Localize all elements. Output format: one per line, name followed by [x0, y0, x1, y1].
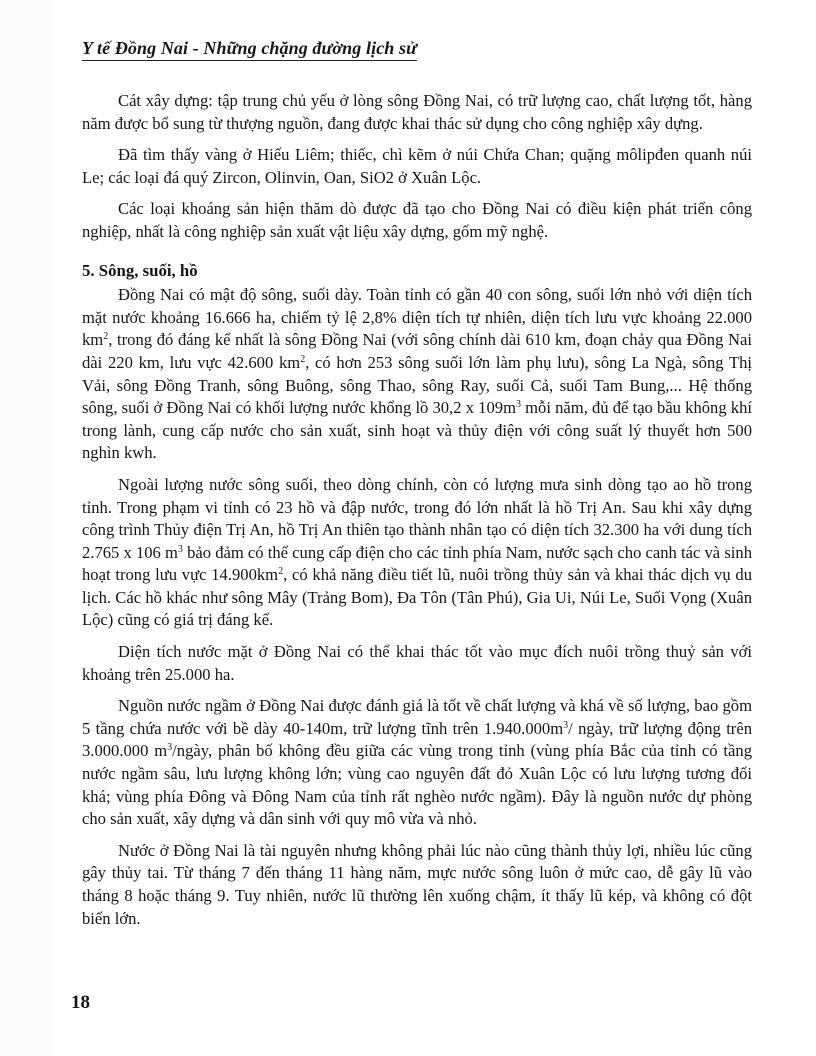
superscript: 3	[167, 742, 173, 754]
paragraph-construction-sand: Cát xây dựng: tập trung chủ yếu ở lòng sông Đồng Nai, có trữ lượng cao, chất lượng tốt, hàng năm được bổ sung từ thượng nguồn, đang được khai thác sử dụng cho công nghiệp xây dựng.	[82, 91, 752, 133]
text-run: Đồng Nai có mật độ sông, suối dày. Toàn tỉnh có gần 40 con sông, suối lớn nhỏ với diện tích mặt nước khoảng 16.666 ha, chiếm tỷ lệ 2,8% diện tích tự nhiên, diện tích lưu vực khoảng 22.000 km	[82, 285, 752, 350]
superscript: 3	[515, 399, 521, 411]
section-heading-rivers: 5. Sông, suối, hồ	[82, 260, 198, 280]
superscript: 2	[103, 331, 109, 343]
superscript: 2	[300, 353, 306, 365]
page-number: 18	[71, 992, 90, 1013]
running-header: Y tế Đồng Nai - Những chặng đường lịch sử	[82, 38, 417, 61]
text-run: , có khả năng điều tiết lũ, nuôi trồng thủy sản và khai thác dịch vụ du lịch. Các hồ khác như sông Mây (Trảng Bom), Đa Tôn (Tân Phú), Gia Ui, Núi Le, Suối Vọng (Xuân Lộc) cũng có giá trị đáng kể.	[82, 565, 752, 630]
superscript: 3	[563, 719, 569, 731]
paragraph-lakes	[82, 474, 752, 632]
paragraph-groundwater	[82, 695, 752, 831]
paragraph-surface-water: Diện tích nước mặt ở Đồng Nai có thể khai thác tốt vào mục đích nuôi trồng thuỷ sản với khoảng trên 25.000 ha.	[82, 642, 752, 684]
page-body	[82, 90, 752, 939]
paragraph-river-density	[82, 284, 752, 465]
text-run: Nguồn nước ngầm ở Đồng Nai được đánh giá là tốt về chất lượng và khá về số lượng, bao gồm 5 tầng chứa nước với bề dày 40-140m, trữ lượng tĩnh trên 1.940.000m	[82, 696, 752, 738]
paragraph-flooding: Nước ở Đồng Nai là tài nguyên nhưng không phải lúc nào cũng thành thủy lợi, nhiều lúc cũng gây thủy tai. Từ tháng 7 đến tháng 11 hàng năm, mực nước sông luôn ở mức cao, dễ gây lũ vào tháng 8 hoặc tháng 9. Tuy nhiên, nước lũ thường lên xuống chậm, ít thấy lũ kép, và không có đột biến lớn.	[82, 840, 752, 928]
paragraph-minerals-found: Đã tìm thấy vàng ở Hiếu Liêm; thiếc, chì kẽm ở núi Chứa Chan; quặng môlipđen quanh núi Le; các loại đá quý Zircon, Olinvin, Oan, SiO2 ở Xuân Lộc.	[82, 145, 752, 187]
paragraph-minerals-industry: Các loại khoáng sản hiện thăm dò được đã tạo cho Đồng Nai có điều kiện phát triển công nghiệp, nhất là công nghiệp sản xuất vật liệu xây dựng, gốm mỹ nghệ.	[82, 199, 752, 241]
text-run: , trong đó đáng kể nhất là sông Đồng Nai (với sông chính dài 610 km, đoạn chảy qua Đồng Nai dài 220 km, lưu vực 42.600 km	[82, 330, 752, 372]
text-run: / ngày, trữ lượng động trên 3.000.000 m	[82, 718, 752, 761]
superscript: 3	[177, 543, 183, 555]
text-run: /ngày, phân bố không đều giữa các vùng trong tỉnh (vùng phía Bắc của tỉnh có tầng nước ngầm sâu, lưu lượng không lớn; vùng cao nguyên đất đỏ Xuân Lộc có lưu lượng tương đối khá; vùng phía Đông và Đông Nam của tỉnh rất nghèo nước ngầm). Đây là nguồn nước dự phòng cho sản xuất, xây dựng và dân sinh với quy mô vừa và nhỏ.	[82, 741, 752, 829]
text-run: Ngoài lượng nước sông suối, theo dòng chính, còn có lượng mưa sinh dòng tạo ao hồ trong tỉnh. Trong phạm vi tỉnh có 23 hồ và đập nước, trong đó lớn nhất là hồ Trị An. Sau khi xây dựng công trình Thủy điện Trị An, hồ Trị An thiên tạo thành nhân tạo có diện tích 32.300 ha với dung tích 2.765 x 106 m	[82, 474, 752, 562]
text-run: , có hơn 253 sông suối lớn làm phụ lưu), sông La Ngà, sông Thị Vải, sông Đồng Tranh, sông Buông, sông Thao, sông Ray, suối Cả, suối Tam Bung,... Hệ thống sông, suối ở Đồng Nai có khối lượng nước khổng lồ 30,2 x 109m	[82, 352, 752, 418]
text-run: bảo đảm có thể cung cấp điện cho các tỉnh phía Nam, nước sạch cho canh tác và sinh hoạt trong lưu vực 14.900km	[82, 542, 752, 585]
superscript: 2	[278, 566, 284, 578]
text-run: mỗi năm, đủ để tạo bầu không khí trong lành, cung cấp nước cho sản xuất, sinh hoạt và thủy điện với công suất lý thuyết hơn 500 nghìn kwh.	[82, 398, 752, 463]
